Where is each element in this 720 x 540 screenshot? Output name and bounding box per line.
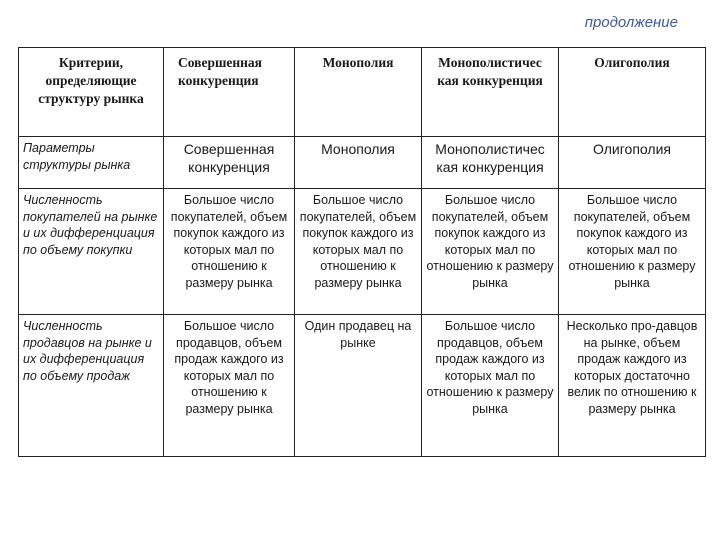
table-row (19, 137, 706, 189)
params-monopoly: Монополия (295, 137, 422, 189)
criterion-sellers: Численность продавцов на рынке и их дифференциация по объему продаж (19, 315, 164, 457)
params-label: Параметры структуры рынка (19, 137, 164, 189)
header-monopoly: Монополия (295, 48, 422, 137)
header-criteria: Критерии, определяющие структуру рынка (19, 48, 164, 137)
table-cell: Большое число покупателей, объем покупок каждого из которых мал по отношению к размеру рынка (559, 189, 706, 315)
table-row (19, 315, 706, 457)
continuation-label: продолжение (584, 14, 678, 31)
table-cell: Большое число покупателей, объем покупок каждого из которых мал по отношению к размеру рынка (164, 189, 295, 315)
table-cell: Один продавец на рынке (295, 315, 422, 457)
params-oligopoly: Олигополия (559, 137, 706, 189)
table-cell: Большое число покупателей, объем покупок каждого из которых мал по отношению к размеру рынка (422, 189, 559, 315)
table-row (19, 189, 706, 315)
table-cell: Несколько про-давцов на рынке, объем продаж каждого из которых достаточно велик по отношению к размеру рынка (559, 315, 706, 457)
table-cell: Большое число продавцов, объем продаж каждого из которых мал по отношению к размеру рынка (164, 315, 295, 457)
params-perfect-competition: Совершенная конкуренция (164, 137, 295, 189)
header-monopolistic-competition: Монополистичес кая конкуренция (422, 48, 559, 137)
table-header-row (19, 48, 706, 137)
criterion-buyers: Численность покупателей на рынке и их дифференциация по объему покупки (19, 189, 164, 315)
params-monopolistic-competition: Монополистичес кая конкуренция (422, 137, 559, 189)
table-cell: Большое число покупателей, объем покупок каждого из которых мал по отношению к размеру рынка (295, 189, 422, 315)
header-oligopoly: Олигополия (559, 48, 706, 137)
market-structure-table (18, 47, 706, 457)
header-perfect-competition: Совершенная конкуренция (164, 48, 295, 137)
table-cell: Большое число продавцов, объем продаж каждого из которых мал по отношению к размеру рынка (422, 315, 559, 457)
